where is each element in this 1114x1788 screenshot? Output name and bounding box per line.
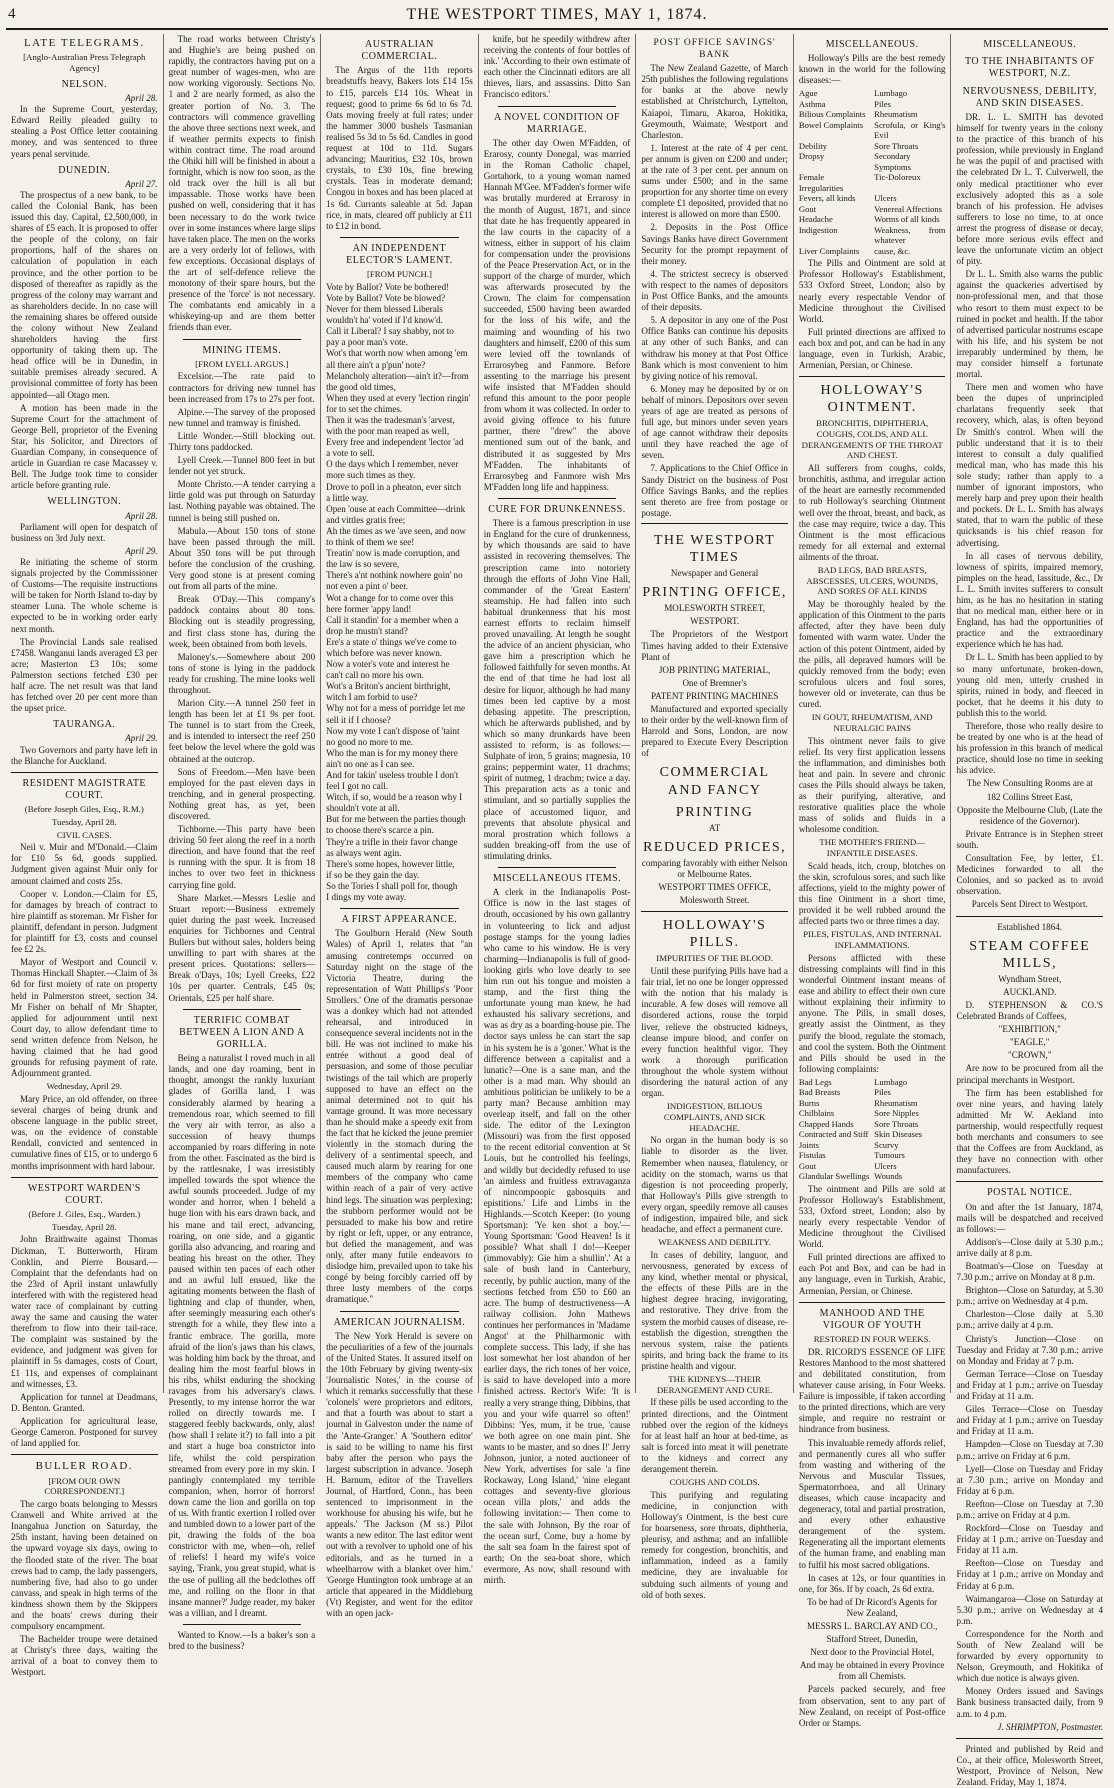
divider [956, 1738, 1103, 1739]
rm-court-date: Wednesday, April 29. [46, 1081, 122, 1092]
column-7 [951, 34, 1108, 1788]
ad-line: Manufactured and exported specially to their order by the well-known firm of Harrold and Sons, London, are now prepared to Execute Every Description of [641, 703, 788, 759]
article-paragraph: 2. Deposits in the Post Office Savings Banks have direct Government Security for the prompt repayment of their money. [641, 222, 788, 266]
article-paragraph: The prospectus of a new bank, to be called the Colonial Bank, has been issued this day. Capital, £2,500,000, in shares of £5 each. It is proposed to offer the people of the colony, on fair proportions, half of the shares on calculation of population in each province, and the other portion to be disposed of thereafter as rapidly as the progress of the colony may warrant and as shareholders decide. In no case will the remaining shares be offered outside the colony without New Zealand shareholders having the first opportunity of taking them up. The head office will be in Dunedin, in suitable premises already secured. A provisional committee of forty has been appointed—all Otago men. [11, 189, 158, 400]
ad-line: One of Bremner's [682, 677, 747, 688]
article-paragraph: A motion has been made in the Supreme Court for the attachment of George Bell, proprietor of the Evening Star, his Solicitor, and Directors of Guardian Company, in consequence of article in Guardian re case Macassey v. Bell. The Judge took time to consider article before granting rule. [11, 402, 158, 491]
divider [956, 916, 1103, 917]
ad-line: To be had of Dr Ricord's Agents for New Zealand, [807, 1596, 938, 1618]
ad-line: MOLESWORTH STREET, [664, 603, 766, 614]
ad-line: AT [709, 822, 721, 833]
ad-line: JOB PRINTING MATERIAL, [658, 664, 771, 675]
article-paragraph: John Braithwaite against Thomas Dickman, T. Butterworth, Hiram Conklin, and Pierre Bousard.—Complaint that the defendants had on the 23rd of April instant unlawfully interfered with with the registered head water race of complainant by cutting away the same and causing the water therefrom to flow into their tail-race. The complaint was sustained by the evidence, and judgment was given for plaintiff in 5s damages, costs of Court, £1 11s, and expenses of complainant and witnesses, £3. [11, 1234, 158, 1389]
article-paragraph: knife, but he speedily withdrew after receiving the contents of four bottles of ink.' 'According to their own estimate of each other the Cincinnati editors are all thieves, liars, and assassins. Ditto San Francisco editors.' [483, 34, 631, 100]
column-1 [6, 34, 164, 1678]
ad-subhead: COUGHS AND COLDS. [669, 1477, 760, 1488]
dunedin-heading: DUNEDIN. [58, 164, 111, 176]
list-item: Female Irregularities [798, 172, 844, 193]
divider [183, 339, 302, 340]
mining-item: Excelsior.—The rate paid to contractors for driving new tunnel has been increased from 17s to 27s per foot. [168, 371, 316, 404]
wellington-heading: WELLINGTON. [47, 496, 122, 508]
newspaper-title: THE WESTPORT TIMES, MAY 1, 1874. [406, 6, 708, 23]
ad-line: MESSRS L. BARCLAY AND CO., [806, 1621, 938, 1631]
manhood-heading: MANHOOD AND THE VIGOUR OF YOUTH [819, 1307, 925, 1331]
divider [340, 237, 459, 238]
list-item: Venereal Affections [874, 203, 943, 214]
list-item: Chilblains [798, 1108, 835, 1119]
commercial-heading: AUSTRALIAN COMMERCIAL. [361, 39, 438, 63]
divider [11, 772, 158, 773]
ad-paragraph: Consultation Fee, by letter, £1. Medicines forwarded to all the Colonies, and so packed as to avoid observation. [956, 853, 1104, 897]
ad-subhead: IN GOUT, RHEUMATISM, AND NEURALGIC PAINS [811, 712, 933, 733]
article-paragraph: The road works between Christy's and Hughie's are being pushed on rapidly, the contractors having put on a great number of wages-men, who are now working vigorously. Sections No. 1 and 2 are nearly formed, as also the greater portion of No. 3. The contractors will commence gravelling the above three sections next week, and if weather permits expects to finish within contract time. The road around the Ohiki hill will be finished in about a fortnight, which is now too soon, as the old track over the hill is all but impassable. Those works have been pushed on well, considering that it has been necessary to do the work twice over in some instances where large slips have taken place. The men on the works are a very orderly lot of fellows, with few exceptions. Occasional displays of the art of self-defence relieve the monotony of their spare hours, but the presence of the 'force' is not necessary. The combatants end amicably in a whiskeying-up and are them better friends than ever. [168, 34, 316, 333]
printing-office-ad [641, 523, 788, 912]
ad-subhead: BAD LEGS, BAD BREASTS, ABSCESSES, ULCERS, WOUNDS, AND SORES OF ALL KINDS [806, 565, 938, 597]
ad-line: Opposite the Melbourne Club, (Late the residence of the Governor). [957, 804, 1103, 826]
list-item: Bowel Complaints [798, 119, 864, 130]
brand-line: "CROWN," [1007, 1050, 1052, 1061]
list-item: Chapped Hands [798, 1118, 854, 1129]
ad-line: Stafford Street, Dunedin, [826, 1634, 918, 1645]
article-paragraph: 7. Applications to the Chief Office in Sandy District on the business of Post Office Savings Banks, and the replies sent thereto are free from postage or postage. [641, 463, 788, 518]
divider [799, 376, 946, 377]
ad-paragraph: The Pills and Ointment are sold at Professor Holloway's Establishment, 533 Oxford Street, London; also by nearly every respectable Vendor of Medicine throughout the Civilised World. [798, 258, 946, 324]
mining-item: Marion City.—A tunnel 250 feet in length has been let at £1 9s per foot. The tunnel is to start from the Creek, and is intended to intersect the reef 250 feet below the level where the gold was obtained at the outcrop. [168, 698, 316, 764]
article-paragraph: Application for tunnel at Deadmans, D. Benton. Granted. [11, 1391, 158, 1413]
mining-item: Share Market.—Messrs Leslie and Stuart report:—Business extremely quiet during the past week. Increased enquiries for Tichbornes and Central Bullers but without sales, holders being unwilling to part with shares at the present prices. Quotations: sellers—Break o'Days, 10s; Lyell Creeks, £22 10s per quarter. Centrals, £45 0s; Orientals, £25 per half share. [168, 892, 316, 1003]
article-paragraph: In the Supreme Court, yesterday, Edward Reilly pleaded guilty to stealing a Post Office letter containing money, and was sentenced to three years penal servitude. [11, 104, 158, 159]
article-paragraph: Neil v. Muir and M'Donald.—Claim for £10 5s 6d, goods supplied. Judgment given against Muir only for amount claimed and costs 25s. [11, 842, 158, 886]
publisher-imprint: Printed and published by Reid and Co., at their office, Molesworth Street, Westport, Province of Nelson, New Zealand. Friday, May 1, 1874. [956, 1743, 1104, 1788]
list-item: Lumbago [874, 1076, 908, 1087]
divider [183, 1009, 302, 1010]
list-item: Lumbago [874, 88, 908, 99]
ad-line: The Proprietors of the Westport Times having added to their Extensive Plant of [641, 629, 788, 662]
miscellaneous-heading: MISCELLANEOUS. [825, 39, 919, 50]
list-item: Bad Legs [798, 1076, 832, 1087]
divider [11, 1454, 158, 1455]
list-item: Skin Diseases [874, 1129, 923, 1140]
ad-paragraph: Holloway's Pills are the best remedy known in the world for the following diseases:— [798, 53, 946, 86]
misc-items-heading: MISCELLANEOUS ITEMS. [492, 873, 622, 885]
postal-line: Reefton—Close on Tuesday at 7.30 p.m.; arrive on Friday at 4 p.m. [956, 1498, 1104, 1520]
list-item: Rheumatism [874, 109, 918, 120]
list-item: Ulcers [874, 1160, 897, 1171]
list-item: Sore Throats [874, 1118, 919, 1129]
combat-heading: TERRIFIC COMBAT BETWEEN A LION AND A GORILLA. [179, 1014, 305, 1050]
dateline: April 27. [125, 178, 158, 189]
mining-item: Break O'Day.—This company's paddock contains about 80 tons. Blocking out is steadily progressing, and first class stone has, during the week, been obtained from both levels. [168, 594, 316, 649]
article-paragraph: The Bachelder troupe were detained at Christy's three days, waiting the arrival of a boat to convey them to Westport. [11, 1634, 158, 1678]
article-paragraph: The New York Herald is severe on the peculiarities of a few of the journals of the United States. It assured itself on the 10th February by giving twenty-six 'Journalistic Notes,' in the course of which it remarks successfully that these 'colonels' were proprietors and editors, and that a fourth was about to start a journal in Galveston under the name of the 'Ante-Granger.' A 'Southern editor' is said to be willing to name his first baby after the person who pays the largest subscription in advance. 'Joseph H. Barnum, editor of the Travellers Journal, of Hartford, Conn., has been sentenced to imprisonment in the workhouse for abusing his wife, but he appeals.' 'The Jackson (M ss.) Pilot wants a new editor. The last editor went out with a revolver to uphold one of his editorials, and as he turned in a wheelbarrow with a blanket over him.' 'George Huntington took umbrage at an article that appeared in the Middleburg (Vt) Register, and went for the editor with an open jack- [326, 1330, 473, 1619]
article-paragraph: Application for agricultural lease, George Cameron. Postponed for survey of land applied for. [11, 1415, 158, 1449]
ad-paragraph: Private Entrance is in Stephen street south. [956, 828, 1104, 850]
list-item: Piles [874, 98, 891, 109]
holloway-pills-title: HOLLOWAY'S PILLS. [662, 918, 767, 951]
ad-paragraph: This purifying and regulating medicine, in conjunction with Holloway's Ointment, is the best cure for hoarseness, sore throats, diphtheria, pleurisy, and asthma; and an infallible remedy for congestion, bronchitis, and inflammation, indeed as a family medicine, they are invaluable for subduing such ailments of young and old of both sexes. [641, 1489, 788, 1600]
divider [340, 908, 459, 909]
dateline: April 28. [125, 93, 158, 104]
ad-paragraph: This invaluable remedy affords relief, and permanently cures all who suffer from wasting and withering of the Nervous and Muscular Tissues, Spermatorrhoea, and all Urinary diseases, which cause incapacity and degeneracy, total and partial prostration, and every other exhaustive derangement of the system. Regenerating all the important elements of the human frame, and enabling man to fulfil his most sacred obligations. [798, 1437, 946, 1570]
mining-item: Maloney's.—Somewhere about 200 tons of stone is lying in the paddock ready for crushing. The mine looks well throughout. [168, 651, 316, 695]
list-item: Gout [798, 203, 817, 214]
article-paragraph: Cooper v. London.—Claim for £5, for damages by breach of contract to hire plaintiff as storeman. Mr Fisher for plaintiff, defendant in person. Judgment for plaintiff for £3, costs and counsel fee £2 2s. [11, 888, 158, 955]
article-paragraph: Mayor of Westport and Council v. Thomas Hinckall Shapter.—Claim of 3s 6d for first moiety of rate on property held in Palmerston street, section 34. Mr Fisher on behalf of Mr Shapter, applied for adjournment until next Court day, to allow defendant time to send written defence from Nelson, he having claimed that he had good grounds for refusing payment of rate. Adjournment granted. [11, 957, 158, 1079]
ad-paragraph: The ointment and Pills are sold at Professor Holloway's Establishment, 533, Oxford street, London; also by nearly every respectable Vendor of Medicine throughout the Civilised World. [798, 1183, 946, 1250]
poem-text: Vote by Ballot? Vote be bothered! Vote by Ballot? Vote be blowed? Never for them blessed Liberals wouldn't ha' voted if I'd know'd. Call it Liberal? I say shabby, not to pay a poor man's vote. Wot's that worth now when among 'em all there ain't a p'pun' note? Melancholy alteration—ain't it?—from the good old times, When they used at every 'lection ringin' for to set the chimes. Then it was the tradesman's 'arvest, with the poor man reaped as well, Every free and independent 'lector 'ad a vote to sell. O the days which I remember, never more such times as they. Drove to poll in a pheaton, ever sitch a little way. Open 'ouse at each Committee—drink and vittles gratis free; Ah the times as we 'ave seen, and now to think of them we see! Treatin' now is made corruption, and the law is so severe, There's a'nt nothink nowhere goin' no not even a pint o' beer. Wot a change for to come over this here former 'appy land! Call it standin' for a member when a drop he mustn't stand? Ere's a state o' things we've come to which before was never known. Now a voter's vote and interest he can't call no more his own. Wot's a Briton's ancient birthright, witch I am forbid to use? Why not for a mess of porridge let me sell it if I choose? Now my vote I can't dispose of 'taint no good no more to me. Who the man is for my money there ain't no one as I can see. And for takin' useless trouble I don't feel I got no call. Witch, if so, would be a reason why I shouldn't vote at all. But for me between the parties though to choose there's scarce a pin. They're a trifle in their favor change as always went agin. There's some hopes, however little, if so be they gain the day. So the Tories I shall poll for, though I dings my vote away. [326, 281, 471, 903]
postal-line: Brighton—Close on Saturday, at 5.30 p.m.; arrive on Wednesday at 4 p.m. [956, 1285, 1104, 1307]
postal-notice-heading: POSTAL NOTICE. [987, 1187, 1073, 1199]
list-item: Scrofula, or King's Evil [874, 119, 946, 141]
article-paragraph: 4. The strictest secrecy is observed with respect to the names of depositors in Post Office Banks, and the amounts of their deposits. [641, 268, 788, 313]
ad-paragraph: Parcels packed securely, and free from observation, sent to any part of New Zealand, on receipt of Post-office Order or Stamps. [798, 1684, 946, 1728]
postal-line: Charleston—Close daily at 5.30 p.m.; arrive daily at 4 p.m. [956, 1309, 1104, 1331]
ad-paragraph: Persons afflicted with these distressing complaints will find in this wonderful Ointment instant means of ease and ability to effect their own cure without explaining their infirmity to anyone. The Pills, in small doses, greatly assist the Ointment, as they purify the blood, regulate the stomach, and cool the system. Both the Ointment and Pills should be used in the following complaints: [798, 952, 946, 1074]
column-3 [321, 34, 479, 1619]
ad-paragraph: In all cases of nervous debility, lowness of spirits, impaired memory, pimples on the head, lassitude, &c., Dr L. L. Smith invites sufferers to consult him, as he has no hesitation in stating that no medical man, either here or in England, has had the opportunities of practice and the extraordinary experience which he has had. [956, 550, 1104, 650]
disease-list [799, 88, 946, 256]
postal-line: Hampden—Close on Tuesday at 7.30 p.m.; arrive on Friday at 6 p.m. [956, 1439, 1104, 1461]
article-paragraph: 6. Money may be deposited by or on behalf of minors. Depositors over seven years of age are treated as persons of full age, but minors under seven years of age cannot withdraw their deposits until they have reached the age of seven. [641, 383, 788, 461]
column-4 [479, 34, 637, 1586]
article-paragraph: There is a famous prescription in use in England for the cure of drunkenness, by which thousands are said to have assisted in recovering themselves. The prescription came into notoriety through the efforts of John Vine Hall, commander of the 'Great Eastern' steamship. He had fallen into such habitual drunkenness that his most earnest efforts to reclaim himself proved unavailing. At length he sought the advice of an ancient physician, who gave him a prescription which he followed faithfully for seven months. At the end of that time he had lost all desire for liquor, although he had many times been led captive by a most debasing appetite. The prescription, which he afterwards published, and by which so many drunkards have been assisted to reform, is as follows:—Sulphate of iron, 5 grains; magnesia, 10 grains; peppermint water, 11 drachms; spirit of nutmeg, 1 drachm; twice a day. This preparation acts as a tonic and stimulant, and so partially supplies the place of accustomed liquor, and prevents that absolute physical and moral prostration which follows a sudden breaking-off from the use of stimulating drinks. [483, 518, 631, 861]
ad-subhead: BRONCHITIS, DIPHTHERIA, COUGHS, COLDS, AND ALL DERANGEMENTS OF THE THROAT AND CHEST. [801, 418, 943, 461]
marriage-heading: A NOVEL CONDITION OF MARRIAGE. [494, 111, 621, 135]
ad-paragraph: Dr L. L. Smith also warns the public against the quackeries advertised by non-professional men, and that those who resort to them must expect to be ruined in pocket and health. If the tabor of advertised particular nostrums escape with his life, and his system be not irreparably undermined by them, he may consider himself a fortunate mortal. [956, 269, 1104, 380]
list-item: Secondary Symptoms [874, 151, 911, 172]
mining-item: Sons of Freedom.—Men have been employed for the past eleven days in trenching, and in general prospecting. Nothing great has, as yet, been discovered. [168, 766, 316, 821]
postal-line: Rockford—Close on Tuesday and Friday at 1 p.m.; arrive on Tuesday and Friday at 11 a.m. [956, 1523, 1104, 1556]
wardens-court-date: Tuesday, April 28. [51, 1221, 117, 1232]
article-paragraph: Two Governors and party have left in the Blanche for Auckland. [11, 744, 158, 766]
divider [340, 1311, 459, 1312]
article-paragraph: The Provincial Lands sale realised £7458. Wanganui lands averaged £3 per acre; Masterton £3 10s; some Palmerston sections fetched £30 per half acre. The net result was that land has fetched over 20 per cent more than the upset price. [11, 636, 158, 714]
drunkenness-heading: CURE FOR DRUNKENNESS. [488, 503, 626, 515]
ad-title: PRINTING OFFICE, [642, 585, 787, 601]
ad-subhead: THE MOTHER'S FRIEND—INFANTILE DISEASES. [819, 837, 926, 859]
column-6 [794, 34, 952, 1728]
holloway-ointment-title: HOLLOWAY'S OINTMENT. [820, 383, 924, 416]
wardens-court-subtitle: (Before J. Giles, Esq., Warden.) [28, 1209, 141, 1219]
ad-paragraph: Full printed directions are affixed to each Pot and Box, and can be had in any language, even in Turkish, Arabic, Armenian, Persian, or Chinese. [798, 1252, 946, 1296]
ad-paragraph: If these pills be used according to the printed directions, and the Ointment rubbed over the region of the kidneys for at least half an hour at bed-time, as salt is forced into meat it will penetrate to the kidneys and correct any derangement therein. [641, 1397, 788, 1474]
rm-court-subtitle: (Before Joseph Giles, Esq., R.M.) [24, 804, 144, 815]
article-paragraph: The Goulburn Herald (New South Wales) of April 1, relates that "an amusing contretemps occurred on Saturday night on the stage of the Victoria Theatre, during the representation of Watt Phillips's 'Poor Strollers.' One of the dramatis personae was a donkey which had not attended rehearsal, and introduced in consequence several incidents not in the bill. He was not inclined to make his entrée without a good deal of persuasion, and some of those peculiar twistings of the tail which are properly supposed to have an effect on the animal determined not to quit his vantage ground. It was more necessary than he should make a speedy exit from the fact that he kicked the jeune premier violently in the stomach during the delivery of a sentimental speech, and caused much alarm by rearing for one members of the company who came within reach of a pair of very active hind legs. The situation was perplexing; the stubborn performer would not be persuaded to make his bow and retire by right or left, upper, or any entrance, but defied the management, and was only, after many futile endeavors to dislodge him, prevailed upon to take his congé by being forcibly carried off by three lusty members of the corps dramatique." [326, 928, 473, 1305]
ad-subhead: RESTORED IN FOUR WEEKS. [813, 1334, 931, 1345]
ad-title: REDUCED PRICES, [643, 839, 787, 855]
postal-line: Waimangaroa—Close on Saturday at 5.30 p.m.; arrive on Wednesday at 4 p.m. [956, 1593, 1104, 1626]
list-item: Bad Breasts [798, 1087, 841, 1098]
columns [6, 34, 1108, 1788]
ad-paragraph: Therefore, those who really desire to be treated by one who is at the head of his profession in this branch of medical practice, should lose no time in seeking his advice. [956, 721, 1104, 776]
list-item: Headache [798, 214, 833, 225]
mining-item: Tichborne.—This party have been driving 50 feet along the reef in a north direction, and have found that the reef is running with the spur. It is from 18 inches to over two feet in thickness carrying fine gold. [168, 824, 316, 890]
list-item: Ulcers [874, 193, 897, 204]
ad-paragraph: All sufferers from coughs, colds, bronchitis, asthma, and irregular action of the heart are earnestly recommended to rub Holloway's searching Ointment well over the throat, breast, and back, as the case may require, twice a day. This Ointment is the most efficacious remedy for all external and external ailments of the throat. [798, 463, 946, 562]
ad-line: 182 Collins Street East, [986, 791, 1073, 802]
ad-paragraph: Until these purifying Pills have had a fair trial, let no one be longer oppressed with the notion that his malady is incurable. A few doses will remove all disordered actions, rouse the torpid liver, relieve the obstructed kidneys, cleanse impure blood, and confer on every function healthful vigor. They work a thorough purification throughout the whole system without disordering the natural action of any organ. [641, 966, 788, 1099]
dateline: April 28. [125, 510, 158, 521]
mining-item: Lyell Creek.—Tunnel 800 feet in but lender not yet struck. [168, 455, 316, 477]
ad-paragraph: May be thoroughly healed by the application of this Ointment to the parts affected, after they have been duly fomented with warm water. Under the action of this potent Ointment, aided by the pills, all depraved humors will be quickly removed from the body; even scrofulous ulcers and foul sores, however old or inveterate, can thus be cured. [798, 599, 946, 710]
divider [498, 867, 617, 868]
established-line: Established 1864. [997, 921, 1063, 932]
postal-line: Christy's Junction—Close on Tuesday and Friday at 7.30 p.m.; arrive on Monday and Friday at 7 p.m. [956, 1333, 1104, 1366]
ad-paragraph: This ointment never fails to give relief. Its very first application lessens the inflammation, and diminishes both heat and pain. In severe and chronic cases the Pills should always be taken, as their purifying, alterative, and restorative qualities place the whole mass of solids and fluids in a wholesome condition. [798, 735, 946, 835]
coffee-mills-title: STEAM COFFEE MILLS, [969, 938, 1091, 971]
list-item: Rheumatism [874, 1097, 918, 1108]
divider [183, 1624, 302, 1625]
list-item: Tic-Doloreux [874, 172, 921, 183]
ad-line: WESTPORT. [690, 616, 740, 627]
article-paragraph: The other day Owen M'Fadden, of Erarosy, county Donegal, was married in the Roman Catholic chapel, Gortahork, to a young woman named Hannah M'Gee. M'Fadden's former wife was brutally murdered at Errarosy in the month of August, 1871, and since that date he has frequently appeared in the law courts in the capacity of a witness, either in support of his claim for compensation under the provisions of the Peace Preservation Act, or in the support of the charge of murder, which was afterwards prosecuted by the Crown. The claim for compensation succeeded, £500 having been awarded for the loss of his wife, and the maiming and wounding of his two daughters and himself, £200 of this sum were levied off the townlands of Errarosybeg and Fanmore. Before assenting to the marriage his present wife insisted that M'Fadden should refund this amount to the poor people from whom it was collected. In order to avoid giving offence to his future partner, there "drew" the above mentioned sum out of the bank, and distributed it as suggested by Mrs M'Fadden. The inhabitants of Errarosybeg and Fanmore wish Mrs M'Fadden long life and happiness. [483, 137, 631, 492]
nervousness-heading: NERVOUSNESS, DEBILITY, AND SKIN DISEASES. [962, 85, 1097, 109]
ad-line: Newspaper and General [670, 568, 759, 579]
mining-item: Alpine.—The survey of the proposed new tunnel and tramway is finished. [168, 406, 316, 428]
list-item: Fevers, all kinds [798, 193, 856, 204]
mining-item: Mabula.—About 150 tons of stone have been passed through the mill. About 350 tons will be put through before the conclusion of the crushing. Very good stone is at present coming out from all parts of the mine. [168, 525, 316, 592]
ad-paragraph: No organ in the human body is so liable to disorder as the liver. Remember when nausea, flatulency, or acidity on the stomach, warns us that digestion is not proceeding properly, that Holloway's Pills give strength to every organ, speedily remove all causes of indigestion, impaired bile, and sick headache, and effect a permanent cure. [641, 1135, 788, 1235]
ad-paragraph: DR. L. L. SMITH has devoted himself for twenty years in the colony to the practice of this branch of his profession, while previously in England he was the pupil of and practised with the celebrated Dr L. T. Culverwell, the only medical practitioner who ever exclusively adopted this as a sole branch of his profession. He advises sufferers to lose no time, to at once arrest the progress of disease or decay, before more serious evils effect and leave the unfortunate victim an object of pity. [956, 111, 1104, 267]
divider [956, 1181, 1103, 1182]
ad-line: Wyndham Street, [998, 973, 1062, 984]
brand-line: "EAGLE," [1010, 1037, 1050, 1048]
civil-cases-label: CIVIL CASES. [56, 829, 112, 840]
ad-title: PRINTING [675, 804, 754, 820]
mining-item: Monte Christo.—A tender carrying a little gold was put through on Saturday last. Nothing payable was obtained. The tunnel is being still pushed on. [168, 479, 316, 523]
postmaster-signature: J. SHRIMPTON, Postmaster. [997, 1721, 1104, 1732]
ad-subhead: IMPURITIES OF THE BLOOD. [656, 953, 773, 964]
page-number: 4 [8, 6, 16, 22]
brand-line: "EXHIBITION," [998, 1024, 1061, 1035]
article-paragraph: A clerk in the Indianapolis Post-Office is now in the last stages of drouth, occasioned by his own gallantry in volunteering to lick and adjust postage stamps for the young ladies who came to his window. He is very charming—Indianapolis is full of good-looking girls who love dearly to see him run out his tongue and moisten a stamp, and the first thing the unfortunate young man knew, he had exhausted his salivary secretions, and was as dry as a boarding-house pie. The doctor says unless he can start the sap in his system he is a 'goner.' What is the difference between a capitalist and a lunatic?—One is a sane man, and the other is a mad man. Why should an ambitious politician be unlikely to be a party man? Because ambition may overleap itself, and fall on the other side. The editor of the Lexington (Missouri) was from the first opposed to the recent editorial convention at St Louis, but he controlled his feelings, and wildly but decidedly refused to use 'an aimless and fruitless extravaganza of nincompoopic gabosquits and epistitions.' Life and Limbs in the Highlands.—Scotch Keeper: (to young Sportsman): 'Ye ken shot a boy.'—Young Sportsman: 'Good Heaven! Is it possible? What shall I do!—Keeper (immovably): Gie him a shullin'.' At a sale of bush land in Canterbury, recently, by public auction, many of the sections fetched from £50 to £60 an acre. The bump of destructiveness—A railway collision. John Mathews continues her performances in 'Madame Angot' at the Philharmonic with complete success. This lady, if she has lost somewhat her lost abandon of her earlier days, the rich tones of her voice, is said to have developed into a more finished actress. Rector's Wife: 'It is really a very strange thing, Dibbins, that you and your wife quarrel so often!' Dibbins: 'Yes, mum, it be true, 'cause we both agree on one main pint. She wants to be master, and so does I!' Jerry Johnson, junior, a noted auctioneer of New York, advertises for sale 'a fine Rockaway, Long Island,' 'nine elegant cottages and seventy-five glorious ocean villa plots,' and adds the following invitation:— Then come to the sale with Johnson, By the roar of the ocean surf, Come, buy a home by the salt sea foam In the fairest spot of earth; On the sea-boat shore, which evermore, As now, shall resound with mirth. [483, 887, 631, 1586]
postal-line: German Terrace—Close on Tuesday and Friday at 1 p.m.; arrive on Tuesday and Friday at 11 a.m. [956, 1368, 1104, 1402]
ad-paragraph: Scald heads, itch, croup, blotches on the skin, scrofulous sores, and such like affections, yield to the mighty power of this fine Ointment in a short time, provided it be well rubbed around the affected parts two or three times a day. [798, 860, 946, 927]
rm-court-date: Tuesday, April 28. [51, 816, 117, 827]
list-item: cause, &c. [874, 245, 911, 256]
list-item: Sore Nipples [874, 1108, 919, 1119]
article-paragraph: Mary Price, an old offender, on three several charges of being drunk and obscene language in the public street, was, on the evidence of constable Rendall, convicted and sentenced in cumulative fines of £15, or to undergo 6 months imprisonment with hard labour. [11, 1093, 158, 1171]
list-item: Dropsy [798, 151, 825, 162]
list-item: Weakness, from whatever [874, 224, 946, 246]
divider [498, 498, 617, 499]
ad-paragraph: Full printed directions are affixed to each box and pot, and can be had in any language, even in Turkish, Arabic, Armenian, Persian, or Chinese. [798, 326, 946, 371]
article-paragraph: 1. Interest at the rate of 4 per cent. per annum is given on £200 and under; at the rate of 3 per cent. per annum on sums under £500; and in the same proportion for any shorter time on every complete £1 deposited, provided that no interest is allowed on more than £500. [641, 142, 788, 220]
ad-line: comparing favorably with either Nelson or Melbourne Rates. [641, 857, 788, 879]
article-paragraph: Parliament will open for despatch of business on 3rd July next. [11, 521, 158, 543]
list-item: Piles [874, 1087, 891, 1098]
wardens-court-heading: WESTPORT WARDEN'S COURT. [27, 1182, 141, 1206]
ad-paragraph: D. STEPHENSON & CO.'S Celebrated Brands of Coffees, [956, 999, 1104, 1022]
ad-line: The New Consulting Rooms are at [966, 778, 1093, 789]
list-item: Tumours [874, 1150, 905, 1161]
article-paragraph: The New Zealand Gazette, of March 25th publishes the following regulations for banks at the above newly established at Christchurch, Lyttelton, Kaiapoi, Timaru, Akaroa, Hokitika, Greymouth, Waimate, Westport and Charleston. [641, 63, 788, 140]
journalism-heading: AMERICAN JOURNALISM. [333, 1316, 466, 1328]
miscellaneous-heading: MISCELLANEOUS. [983, 39, 1077, 50]
list-item: Debility [798, 140, 828, 151]
postal-line: Correspondence for the North and South of New Zealand will be forwarded by every opportunity to Nelson, Greymouth, and Hokitika of which due notice is always given. [956, 1628, 1104, 1684]
rm-court-heading: RESIDENT MAGISTRATE COURT. [22, 777, 147, 801]
dateline: April 29. [125, 545, 158, 556]
list-item: Worms of all kinds [874, 214, 940, 225]
postal-line: Lyell—Close on Tuesday and Friday at 7.30 p.m.; arrive on Monday and Friday at 6 p.m. [956, 1463, 1104, 1496]
ad-subhead: PILES, FISTULAS, AND INTERNAL INFLAMMATIONS. [803, 929, 942, 951]
agency-credit: [Anglo-Australian Press Telegraph Agency] [23, 52, 146, 74]
ad-paragraph: Are now to be procured from all the principal merchants in Westport. [956, 1063, 1104, 1085]
list-item: Liver Complaints [798, 245, 860, 256]
dateline: April 29. [125, 733, 158, 744]
ad-paragraph: In cases at 12s, or four quantities in one, for 36s. If by coach, 2s 6d extra. [798, 1572, 946, 1594]
list-item: Contracted and Stiff [798, 1129, 869, 1140]
ad-paragraph: In cases of debility, languor, and nervousness, generated by excess of any kind, whether mental or physical, the effects of these Pills are in the highest degree bracing, invigorating, and restorative. They drive from the system the morbid causes of disease, re-establish the digestion, strengthen the nervous system, raise the patients spirits, and bring back the frame to its pristine health and vigour. [641, 1249, 788, 1371]
nelson-heading: NELSON. [61, 78, 108, 90]
ad-subhead: THE KIDNEYS—THEIR DERANGEMENT AND CURE. [656, 1373, 773, 1395]
list-item: Asthma [798, 98, 826, 109]
masthead [6, 6, 1108, 30]
ad-title: COMMERCIAL AND FANCY [659, 765, 770, 798]
mining-items-heading: MINING ITEMS. [202, 344, 282, 356]
tauranga-heading: TAURANGA. [53, 719, 116, 731]
mining-item: Little Wonder.—Still blocking out. Thirty tons paddocked. [168, 430, 316, 452]
joke-paragraph: Wanted to Know.—Is a baker's son a bred to the business? [168, 1629, 316, 1652]
late-telegrams-heading: LATE TELEGRAMS. [23, 37, 145, 49]
list-item: Sore Throats [874, 140, 919, 151]
ad-line: And may be obtained in every Province from all Chemists. [799, 1660, 945, 1682]
ad-line: Molesworth Street. [679, 895, 750, 906]
ad-paragraph: There men and women who have been the dupes of unprincipled charlatans frequently seek that recovery, which, alas, is often beyond Dr Smith's control. When will the public understand that it is to their interest to consult a duly qualified medical man, who has made this his sole study; rather than apply to a number of ignorant impostors, who merely harp and prey upon their health and pockets. Dr L. L. Smith has always stated, that to warn the public of these quicksands is his chief reason for advertising. [956, 382, 1104, 548]
complaint-list [799, 1077, 946, 1182]
savings-bank-heading: POST OFFICE SAVINGS' BANK [653, 38, 776, 60]
postal-line: Money Orders issued and Savings Bank business transacted daily, from 9 a.m. to 4 p.m. [956, 1686, 1104, 1719]
list-item: Bilious Complaints [798, 109, 866, 120]
correspondent-credit: [FROM OUR OWN CORRESPONDENT.] [44, 1475, 125, 1497]
divider [11, 1177, 158, 1178]
column-2 [164, 34, 322, 1652]
ad-subhead: INDIGESTION, BILIOUS COMPLAINTS, AND SICK HEADACHE. [663, 1101, 766, 1133]
column-5 [636, 34, 794, 1600]
article-paragraph: Being a naturalist I roved much in all lands, and one day roaming, bent in thought, amongst the rankly luxuriant glades of Gorilla land, I was considerably alarmed by hearing a tremendous roar, which seemed to fill the very air with terror, as also a succession of heavy thumps accompanied by roars differing in note from the other. Fascinated as the bird is by the rattlesnake, I was irresistibly impelled towards the spot whence the awful sounds proceeded. Judge of my wonder and horror, when I beheld a huge lion with his ears drawn back, and his mane and tail erect, advancing, roaring, on one side, and a gigantic gorilla also advancing, and roaring and beating his breast on the other. They paused within ten paces of each other and an awful lull ensued, like the agitating moments between the flash of lightning and clap of thunder, when, after seemingly measuring each other's strength for a while, they flew into a frantic embrace. The gorilla, more afraid of the lion's jaws than his claws, was holding him back by the throat, and dealing him the most fearful blows in his ribs, whilst enduring the shocking ravages from his adversary's claws. Presently, to my intense horror the war rolled on directly towards me. I staggered feebly backwards, only, alas! (how shall I relate it?) to fall into a pit and start a huge boa constrictor into life, whilst the cold perspiration streamed from every pore in my skin. I pantingly contemplated my terrible companion, when, horror of horrors! down came the lion and gorilla on top of us. With frantic exertion I rolled over and tumbled down to a lower part of the pit, drawing the folds of the boa constrictor with me, when—oh, relief of reliefs! I heard my wife's voice saying, 'Frank, you great stupid, what is the use of pulling all the bedclothes off me, and rolling on the floor in that insane manner?' Judge reader, my baker was a villian, and I dreamt. [168, 1053, 316, 1618]
article-paragraph: The Argus of the 11th reports breadstuffs heavy, Bakers lots £14 15s to £15, parcels £14 10s. Wheat in request; good to prime 6s 6d to 6s 7d. Oats moving freely at full rates; under the hammer 3000 bushels Tasmanian realised 5s 3d to 5s 6d. Candles in good request at 10d to 11d. Sugars advancing; Mauritius, £32 10s, brown crystals, to £30 10s, fine brewing crystals. Teas in moderate demand; Congou in boxes and has been placed at 1s 6d. Currants saleable at 5d. Japan rice, in mats, cleared off publicly at £11 to £12 in bond. [326, 65, 473, 231]
list-item: Glandular Swellings [798, 1171, 870, 1182]
list-item: Wounds [874, 1171, 903, 1182]
ad-line: Parcels Sent Direct to Westport. [971, 899, 1088, 910]
lament-source: [FROM PUNCH.] [366, 269, 432, 280]
list-item: Joints [798, 1139, 819, 1150]
inhabitants-heading: TO THE INHABITANTS OF WESTPORT, N.Z. [964, 56, 1095, 80]
buller-road-heading: BULLER ROAD. [35, 1460, 134, 1473]
ad-paragraph: The firm has been established for over nine years, and having lately admitted Mr W. Aekland into partnership, would respectfully request both merchants and consumers to see that the Coffees are from Auckland, as they have no connection with other manufacturers. [956, 1087, 1104, 1176]
list-item: Scurvy [874, 1139, 899, 1150]
postal-line: Boatman's—Close on Tuesday at 7.30 p.m.; arrive on Monday at 8 p.m. [956, 1261, 1104, 1283]
postal-line: Reefton—Close on Tuesday and Friday at 1 p.m.; arrive on Monday and Friday at 6 p.m. [956, 1558, 1104, 1591]
first-appearance-heading: A FIRST APPEARANCE. [341, 914, 458, 926]
ad-line: WESTPORT TIMES OFFICE, [658, 882, 771, 893]
postal-line: Addison's—Close daily at 5.30 p.m.; arrive daily at 8 p.m. [956, 1236, 1104, 1258]
list-item: Gout [798, 1160, 817, 1171]
article-paragraph: 5. A depositor in any one of the Post Office Banks can continue his deposits at any other of such Banks, and can withdraw his money at that Post Office Bank which is most convenient to him by giving notice of his removal. [641, 315, 788, 381]
postal-line: Giles Terrace—Close on Tuesday and Friday at 1 p.m.; arrive on Tuesday and Friday at 11 a.m. [956, 1404, 1104, 1437]
article-paragraph: Re initiating the scheme of storm signals projected by the Commissioner of Customs—The requisite instructions will be taken for North Island to-day by steamer Luna. The whole scheme is expected to be in working order early next month. [11, 556, 158, 634]
divider [799, 1302, 946, 1303]
ad-line: Next door to the Provincial Hotel, [810, 1647, 935, 1658]
ad-title: THE WESTPORT TIMES [653, 532, 776, 565]
article-paragraph: The cargo boats belonging to Messrs Cranwell and White arrived at the Inangahua Junction on Saturday, the 25th instant, having been detained on the upward voyage six days, owing to the flooded state of the river. The boat crews had to camp, the lady passengers, numbering five, had also to go under canvass, and speak in high terms of the kindness shown them by the Skippers and the boats' crews during their compulsory encampment. [11, 1499, 158, 1632]
postal-line: On and after the 1st January, 1874, mails will be despatched and received as follows:— [956, 1201, 1104, 1234]
list-item: Fistulas [798, 1150, 826, 1161]
list-item: Indigestion [798, 224, 838, 235]
divider [498, 106, 617, 107]
list-item: Ague [798, 88, 818, 99]
ad-line: PATENT PRINTING MACHINES [650, 690, 779, 701]
ad-subhead: WEAKNESS AND DEBILITY. [658, 1237, 771, 1248]
ad-paragraph: DR. RICORD'S ESSENCE OF LIFE Restores Manhood to the most shattered and debilitated constitution, from whatever cause arising, in Four Weeks. Failure is impossible, if taken according to the printed directions, which are very simple, and require no restraint or hindrance from business. [798, 1346, 946, 1435]
ad-line: AUCKLAND. [1003, 986, 1057, 997]
list-item: Burns [798, 1097, 820, 1108]
mining-source: [FROM LYELL ARGUS.] [195, 358, 289, 369]
lament-heading: AN INDEPENDENT ELECTOR'S LAMENT. [346, 242, 453, 266]
ad-paragraph: Dr L. L. Smith has been applied to by so many unfortunate, broken-down, young old men, utterly crushed in spirits, ruined in body, and fleeced in pocket, that he deems it his duty to publish this to the world. [956, 652, 1104, 718]
